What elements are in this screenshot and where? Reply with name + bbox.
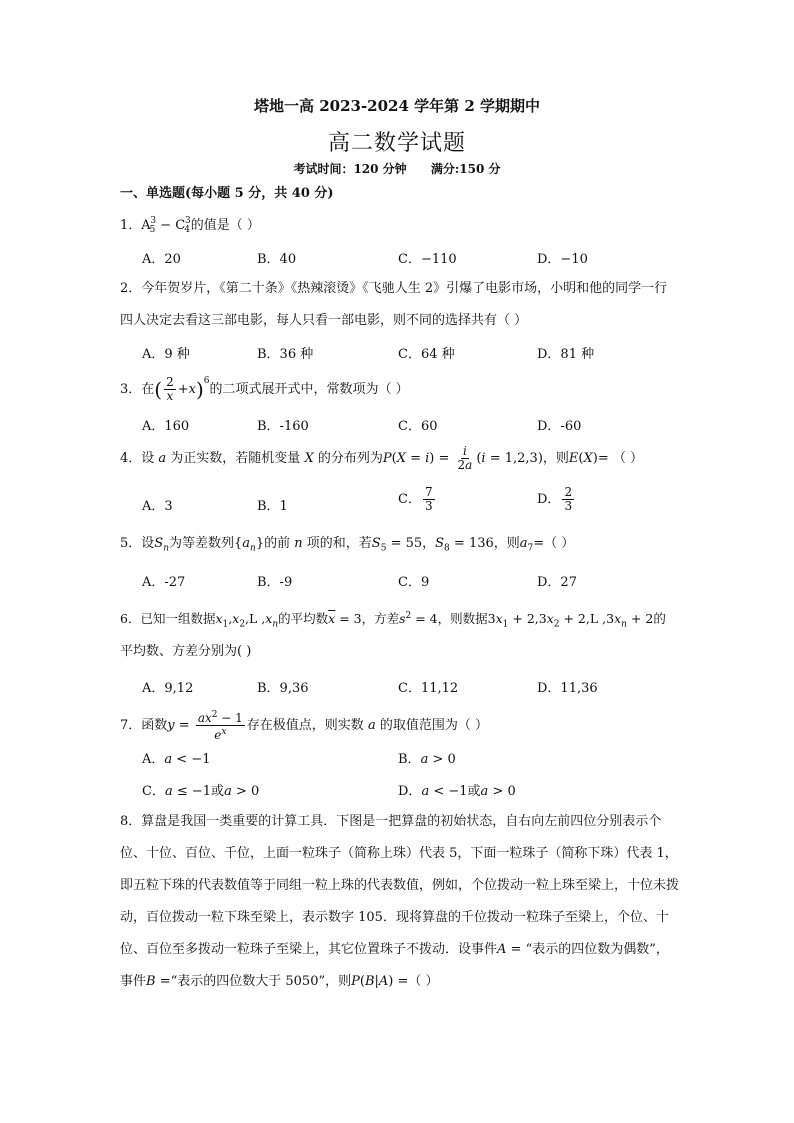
q4-option-b[interactable]: B．1: [257, 499, 288, 514]
q6-option-c[interactable]: C．11,12: [398, 681, 459, 696]
q5-text-1: 为等差数列: [168, 536, 234, 551]
question-8: 8．算盘是我国一类重要的计算工具．下图是一把算盘的初始状态，自右向左前四位分别表示个位、十位、百位、千位，上面一粒珠子（简称上珠）代表 5，下面一粒珠子（简称下珠）代表 1，即五粒下珠的代表数值等于同组一粒上珠的代表数值，例如，个位拨动一粒上珠至梁上，十位未拨动，百位拨动一粒下珠至梁上，表示数字 105．现将算盘的千位拨动一粒珠子至梁上，个位、十位、百位至多拨动一粒珠子至梁上，其它位置珠子不拨动．设事件A = “表示的四位数为偶数”，事件B =“表示的四位数大于 5050”，则P(B|A) =（ ）: [120, 814, 680, 989]
question-3: [120, 372, 409, 403]
question-1: [120, 212, 260, 239]
q1-number: 1．: [120, 218, 142, 233]
q3-option-c[interactable]: C．60: [398, 419, 438, 434]
q7-option-b-label: B．: [398, 752, 421, 767]
q7-text-1: 存在极值点，则实数: [246, 718, 364, 733]
q6-text-4: 的: [653, 611, 666, 627]
q6-number: 6．已知一组数据: [120, 611, 216, 627]
q6-option-d[interactable]: D．11,36: [537, 681, 598, 696]
q3-option-b[interactable]: B．-160: [257, 419, 309, 434]
question-7: 7．函数y = $\frac{ax^2 - 1}{e^x}$ 存在极值点，则实数 a 的取值范围为（ ）: [120, 710, 488, 742]
exam-title: 塔地一高 2023-2024 学年第 2 学期期中: [253, 97, 541, 115]
q5-option-c[interactable]: C．9: [398, 575, 430, 590]
q7-option-c-or: 或: [211, 784, 225, 799]
q6-text-2: ，方差: [361, 611, 400, 627]
q8-text-1: “表示的四位数为偶数”，事件: [120, 942, 669, 989]
q2-option-b[interactable]: B．36 种: [257, 347, 314, 362]
q7-formula: y = $\frac{ax^2 - 1}{e^x}$: [167, 710, 243, 742]
q7-number: 7．函数: [120, 718, 168, 733]
q4-option-c[interactable]: C． $\frac{7}{3}$: [398, 485, 433, 513]
q1-formula: $A_5^3 - C_4^3$: [141, 216, 191, 235]
question-4: 4．设 a 为正实数，若随机变量 X 的分布列为P(X = i) = $\frac{i}{2a}$ (i = 1,2,3)，则E(X)= （ ）: [120, 444, 643, 472]
q7-option-d[interactable]: D．a < −1或a > 0: [398, 784, 516, 799]
q6-text-1: 的平均数: [278, 611, 329, 627]
q5-text-5: =（ ）: [533, 536, 575, 551]
q6-option-b[interactable]: B．9,36: [257, 681, 309, 696]
q7-option-a-label: A．: [142, 752, 165, 767]
q7-option-b[interactable]: B．a > 0: [398, 752, 456, 767]
q5-text-3: 项的和，若: [306, 536, 372, 551]
q8-text: 8．算盘是我国一类重要的计算工具．下图是一把算盘的初始状态，自右向左前四位分别表示个位、十位、百位、千位，上面一粒珠子（简称上珠）代表 5，下面一粒珠子（简称下珠）代表 1，即五粒下珠的代表数值等于同组一粒上珠的代表数值，例如，个位拨动一粒上珠至梁上，十位未拨动，百位拨动一粒下珠至梁上，表示数字 105．现将算盘的千位拨动一粒珠子至梁上，个位、十位、百位至多拨动一粒珠子至梁上，其它位置珠子不拨动．设事件: [120, 814, 680, 957]
q1-option-b[interactable]: B．40: [257, 252, 297, 267]
q5-text-4: ，则: [493, 536, 520, 551]
q2-option-c[interactable]: C．64 种: [398, 347, 455, 362]
section-title: 一、单选题(每小题 5 分，共 40 分): [120, 186, 334, 201]
question-6: 6．已知一组数据$x_1,x_2,L$ $,x_n$的平均数$\overline{x} = 3$，方差$s^2 = 4$，则数据$3x_1 + 2,3x_2 + 2,L$ $,3x_n + 2$的: [120, 611, 666, 630]
q7-option-d-or: 或: [467, 784, 481, 799]
q6-text-3: ，则数据: [437, 611, 488, 627]
q3-formula: ( $\frac{2}{x}$ +x)$^6$: [154, 375, 210, 403]
question-5: 5．设$S_n$为等差数列$\{a_n\}$的前 n 项的和，若$S_5 = 55$，$S_8 = 136$，则$a_7=$（ ）: [120, 536, 575, 554]
q5-option-a[interactable]: A．-27: [142, 575, 186, 590]
q4-text-4: = （ ）: [597, 451, 643, 466]
q1-text: 的值是（ ）: [190, 218, 260, 233]
q1-option-a[interactable]: A．20: [142, 252, 181, 267]
q5-option-d[interactable]: D．27: [537, 575, 577, 590]
q3-number: 3．在: [120, 382, 155, 397]
q8-text-3: （ ）: [408, 974, 439, 989]
q7-text-2: 的取值范围为（ ）: [379, 718, 488, 733]
q4-option-a[interactable]: A．3: [142, 499, 173, 514]
q4-option-d[interactable]: D． $\frac{2}{3}$: [537, 485, 573, 513]
exam-score: 满分:150 分: [430, 162, 501, 176]
exam-time: 考试时间：120 分钟: [293, 162, 407, 176]
q2-option-d[interactable]: D．81 种: [537, 347, 595, 362]
q3-text: 的二项式展开式中，常数项为（ ）: [209, 382, 409, 397]
q8-text-2: “表示的四位数大于 5050”，则: [170, 974, 352, 989]
q5-number: 5．设: [120, 536, 155, 551]
exam-subtitle: 高二数学试题: [327, 131, 466, 156]
q7-option-c-label: C．: [142, 784, 165, 799]
q4-text-1: 为正实数，若随机变量: [170, 451, 301, 466]
q4-text-2: 的分布列为: [317, 451, 383, 466]
question-2: 2．今年贺岁片，《第二十条》《热辣滚烫》《飞驰人生 2》引爆了电影市场，小明和他的同学一行四人决定去看这三部电影，每人只看一部电影，则不同的选择共有（ ）: [120, 281, 668, 328]
exam-meta: [0, 160, 794, 177]
q6-text-5: 平均数、方差分别为( ): [120, 644, 252, 659]
q2-option-a[interactable]: A．9 种: [142, 347, 190, 362]
q4-number: 4．设: [120, 451, 155, 466]
q7-option-d-label: D．: [398, 784, 422, 799]
q1-option-d[interactable]: D．−10: [537, 252, 588, 267]
q3-option-d[interactable]: D．-60: [537, 419, 582, 434]
q7-option-a[interactable]: A．a < −1: [142, 752, 211, 767]
q4-option-c-label: C．: [398, 492, 421, 507]
q4-text-3: ，则: [542, 451, 569, 466]
q4-formula: P(X = i) = $\frac{i}{2a}$ (i = 1,2,3): [382, 444, 543, 472]
q5-option-b[interactable]: B．-9: [257, 575, 293, 590]
q5-text-2: 的前: [264, 536, 291, 551]
q1-option-c[interactable]: C．−110: [398, 252, 457, 267]
q6-option-a[interactable]: A．9,12: [142, 681, 194, 696]
q7-option-c[interactable]: C．a ≤ −1或a > 0: [142, 784, 260, 799]
q4-option-d-label: D．: [537, 492, 561, 507]
q3-option-a[interactable]: A．160: [142, 419, 190, 434]
